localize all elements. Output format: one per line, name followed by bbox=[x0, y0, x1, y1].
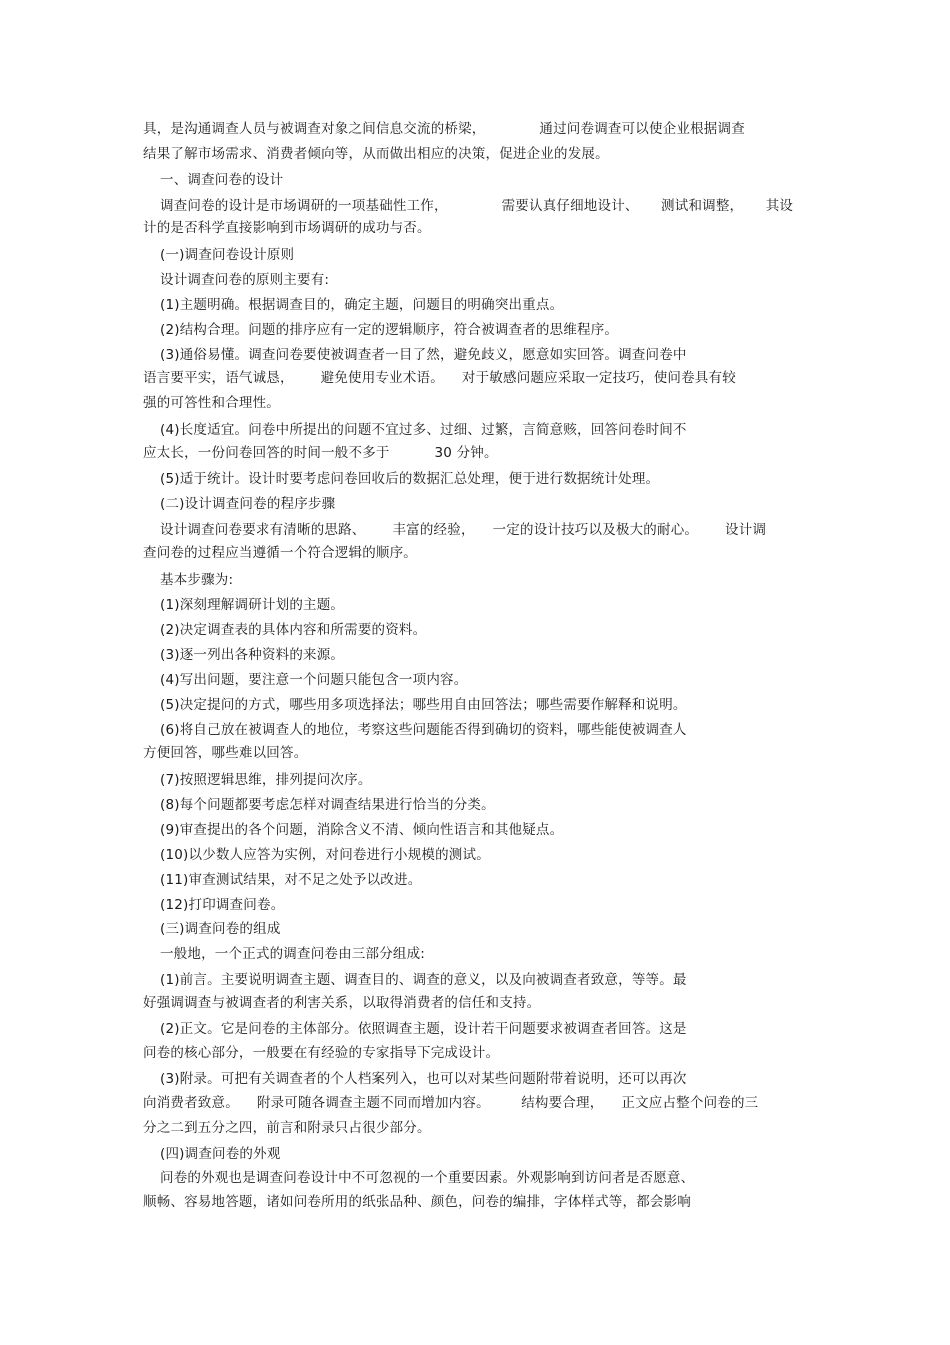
text-line: 基本步骤为: bbox=[160, 572, 234, 588]
list-item: (4)写出问题，要注意一个问题只能包含一项内容。 bbox=[160, 672, 468, 688]
text-line: 分之二到五分之四，前言和附录只占很少部分。 bbox=[143, 1120, 431, 1136]
text-line: 问卷的核心部分，一般要在有经验的专家指导下完成设计。 bbox=[143, 1045, 500, 1061]
list-item: (3)附录。可把有关调查者的个人档案列入，也可以对某些问题附带着说明，还可以再次 bbox=[160, 1071, 687, 1087]
list-item: (2)决定调查表的具体内容和所需要的资料。 bbox=[160, 622, 427, 638]
text-line: 强的可答性和合理性。 bbox=[143, 395, 280, 411]
list-item: (9)审查提出的各个问题，消除含义不清、倾向性语言和其他疑点。 bbox=[160, 822, 564, 838]
text-line: 方便回答，哪些难以回答。 bbox=[143, 745, 308, 761]
text-line: 一般地，一个正式的调查问卷由三部分组成: bbox=[160, 946, 426, 962]
list-item: (10)以少数人应答为实例，对问卷进行小规模的测试。 bbox=[160, 847, 490, 863]
text-line: 设计调查问卷的原则主要有: bbox=[160, 272, 330, 288]
text-line: 设计调查问卷要求有清晰的思路、 丰富的经验， 一定的设计技巧以及极大的耐心。 设计调 bbox=[160, 522, 767, 538]
list-item: (6)将自己放在被调查人的地位，考察这些问题能否得到确切的资料，哪些能使被调查人 bbox=[160, 722, 687, 738]
list-item: (5)决定提问的方式，哪些用多项选择法；哪些用自由回答法；哪些需要作解释和说明。 bbox=[160, 697, 687, 713]
list-item: (3)逐一列出各种资料的来源。 bbox=[160, 647, 345, 663]
list-item: (1)主题明确。根据调查目的，确定主题，问题目的明确突出重点。 bbox=[160, 297, 564, 313]
subsection-heading: (三)调查问卷的组成 bbox=[160, 921, 281, 937]
list-item: (1)前言。主要说明调查主题、调查目的、调查的意义，以及向被调查者致意，等等。最 bbox=[160, 972, 687, 988]
list-item: (4)长度适宜。问卷中所提出的问题不宜过多、过细、过繁，言简意赅，回答问卷时间不 bbox=[160, 422, 687, 438]
list-item: (11)审查测试结果，对不足之处予以改进。 bbox=[160, 872, 422, 888]
subsection-heading: (一)调查问卷设计原则 bbox=[160, 247, 295, 263]
list-item: (8)每个问题都要考虑怎样对调查结果进行恰当的分类。 bbox=[160, 797, 495, 813]
text-line: 结果了解市场需求、消费者倾向等，从而做出相应的决策，促进企业的发展。 bbox=[143, 146, 609, 162]
text-line: 调查问卷的设计是市场调研的一项基础性工作， 需要认真仔细地设计、 测试和调整， 其设 bbox=[160, 198, 794, 214]
text-line: 具，是沟通调查人员与被调查对象之间信息交流的桥梁， 通过问卷调查可以使企业根据调查 bbox=[143, 121, 745, 137]
list-item: (1)深刻理解调研计划的主题。 bbox=[160, 597, 345, 613]
text-line: 计的是否科学直接影响到市场调研的成功与否。 bbox=[143, 220, 431, 236]
text-line: 顺畅、容易地答题，诸如问卷所用的纸张品种、颜色，问卷的编排，字体样式等，都会影响 bbox=[143, 1194, 691, 1210]
text-line: 查问卷的过程应当遵循一个符合逻辑的顺序。 bbox=[143, 545, 417, 561]
list-item: (2)结构合理。问题的排序应有一定的逻辑顺序，符合被调查者的思维程序。 bbox=[160, 322, 619, 338]
subsection-heading: (二)设计调查问卷的程序步骤 bbox=[160, 496, 336, 512]
text-line: 语言要平实，语气诚恳， 避免使用专业术语。 对于敏感问题应采取一定技巧，使问卷具有较 bbox=[143, 370, 736, 386]
list-item: (7)按照逻辑思维，排列提问次序。 bbox=[160, 772, 372, 788]
text-line: 问卷的外观也是调查问卷设计中不可忽视的一个重要因素。外观影响到访问者是否愿意、 bbox=[160, 1170, 695, 1186]
text-line: 好强调调查与被调查者的利害关系，以取得消费者的信任和支持。 bbox=[143, 995, 541, 1011]
text-line: 应太长，一份问卷回答的时间一般不多于 30 分钟。 bbox=[143, 445, 498, 461]
list-item: (5)适于统计。设计时要考虑问卷回收后的数据汇总处理，便于进行数据统计处理。 bbox=[160, 471, 660, 487]
list-item: (2)正文。它是问卷的主体部分。依照调查主题，设计若干问题要求被调查者回答。这是 bbox=[160, 1021, 687, 1037]
list-item: (3)通俗易懂。调查问卷要使被调查者一目了然，避免歧义，愿意如实回答。调查问卷中 bbox=[160, 347, 687, 363]
subsection-heading: (四)调查问卷的外观 bbox=[160, 1146, 281, 1162]
section-heading: 一、调查问卷的设计 bbox=[160, 172, 284, 188]
list-item: (12)打印调查问卷。 bbox=[160, 897, 285, 913]
text-line: 向消费者致意。 附录可随各调查主题不同而增加内容。 结构要合理， 正文应占整个问卷的三 bbox=[143, 1095, 759, 1111]
